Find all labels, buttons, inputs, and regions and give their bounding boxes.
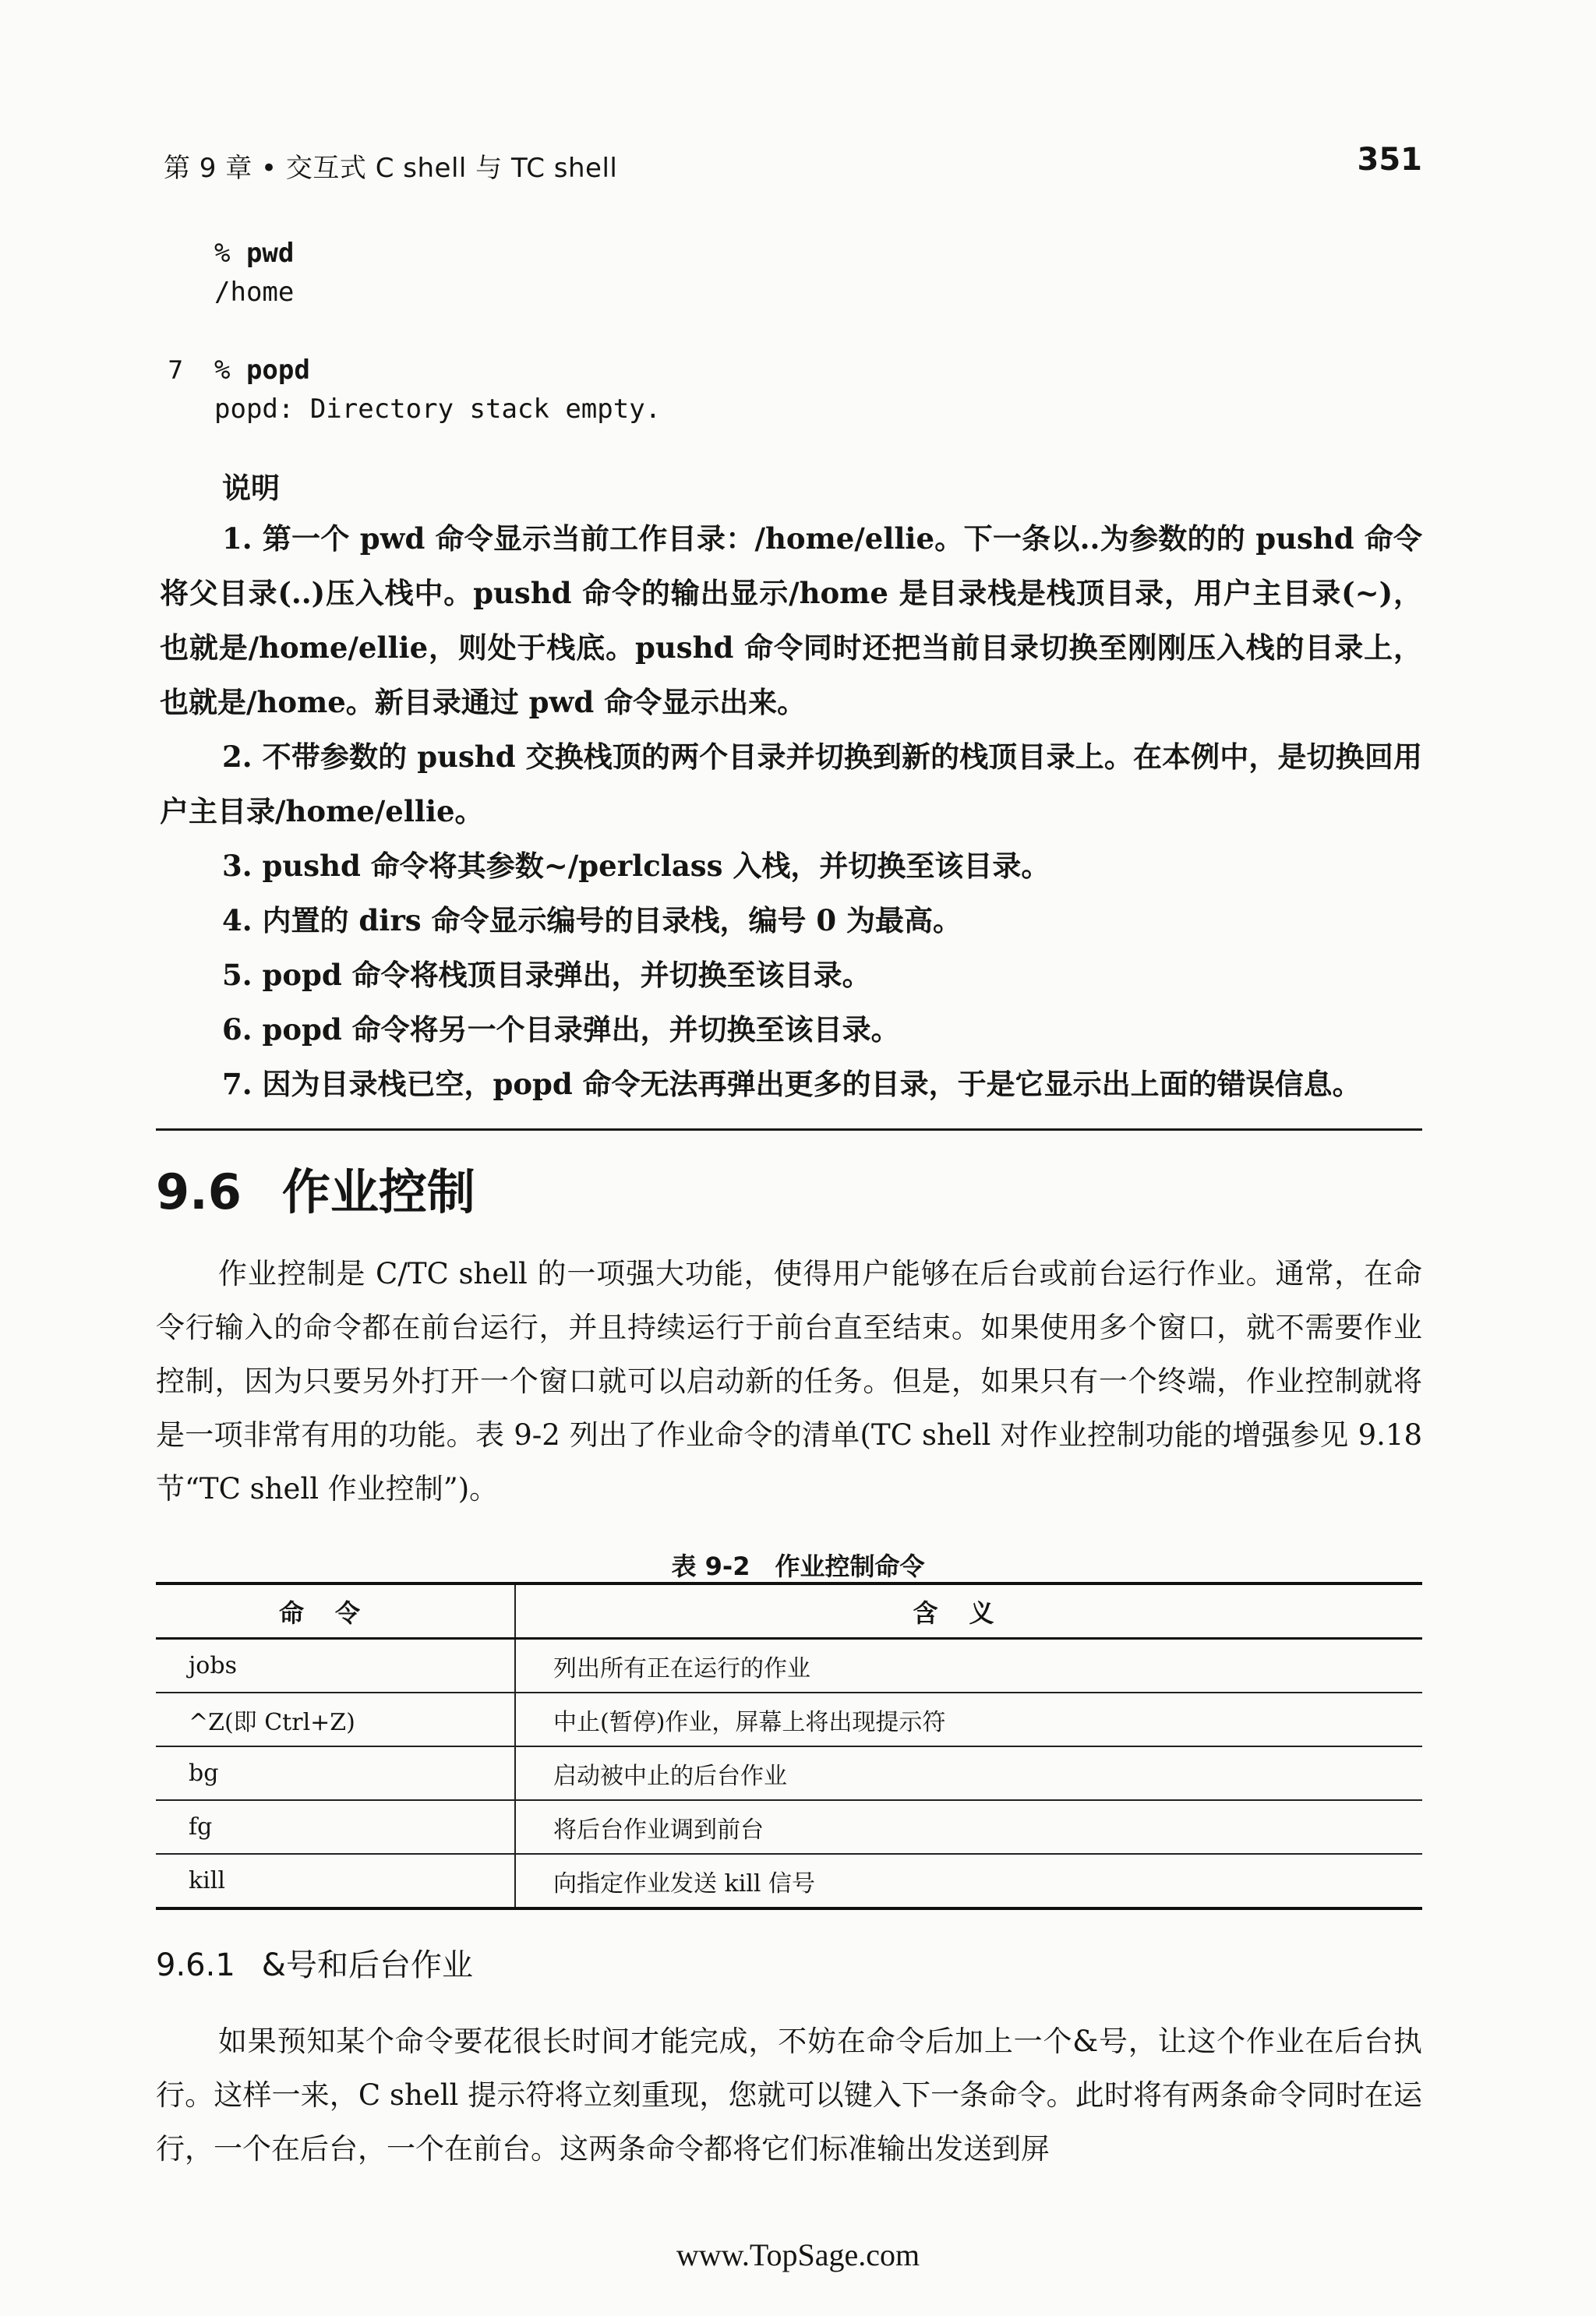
- table-cell: 中止(暂停)作业，屏幕上将出现提示符: [515, 1693, 1422, 1746]
- paragraph: 作业控制是 C/TC shell 的一项强大功能，使得用户能够在后台或前台运行作业。通常，在命令行输入的命令都在前台运行，并且持续运行于前台直至结束。如果使用多个窗口，就不需要作业控制，因为只要另外打开一个窗口就可以启动新的任务。但是，如果只有一个终端，作业控制就将是一项非常有用的功能。表 9-2 列出了作业命令的清单(TC shell 对作业控制功能的增强参见 9.18 节“TC shell 作业控制”)。: [156, 1257, 1422, 1506]
- table-cell: kill: [156, 1854, 515, 1908]
- section-title: 作业控制: [281, 1163, 475, 1220]
- table-caption: 表 9-2 作业控制命令: [671, 1552, 925, 1581]
- subsection-number: 9.6.1: [156, 1947, 235, 1983]
- prompt: %: [214, 355, 246, 386]
- column-header: 命令: [156, 1583, 515, 1639]
- page-number: 351: [1357, 142, 1422, 178]
- table-row: [156, 1800, 1422, 1854]
- note-item: 6. popd 命令将另一个目录弹出，并切换至该目录。: [222, 1012, 900, 1047]
- footer-url: www.TopSage.com: [676, 2237, 920, 2272]
- code-line: [214, 234, 661, 273]
- code-output: /home: [214, 277, 295, 308]
- command: popd: [245, 355, 310, 386]
- code-line: [168, 351, 661, 390]
- notes-heading: 说明: [222, 471, 280, 505]
- code-output: popd: Directory stack empty.: [214, 394, 662, 425]
- table-row: [156, 1854, 1422, 1908]
- running-header: [156, 142, 1422, 185]
- explanation-notes: [160, 466, 1422, 1111]
- note-item: 7. 因为目录栈已空，popd 命令无法再弹出更多的目录，于是它显示出上面的错误信息。: [222, 1067, 1361, 1101]
- subsection-body: [156, 2014, 1422, 2176]
- table-cell: 将后台作业调到前台: [515, 1800, 1422, 1854]
- subsection-heading: [156, 1940, 473, 1985]
- note-item: 4. 内置的 dirs 命令显示编号的目录栈，编号 0 为最高。: [222, 903, 962, 937]
- column-header: 含义: [515, 1583, 1422, 1639]
- table-cell: jobs: [156, 1639, 515, 1693]
- section-body: [156, 1247, 1422, 1516]
- table-cell: fg: [156, 1800, 515, 1854]
- job-control-table: [156, 1582, 1422, 1910]
- line-number: 7: [168, 355, 184, 385]
- section-divider: [156, 1128, 1422, 1131]
- table-cell: 向指定作业发送 kill 信号: [515, 1854, 1422, 1908]
- table-header-row: [156, 1583, 1422, 1639]
- table-cell: ^Z(即 Ctrl+Z): [156, 1693, 515, 1746]
- command: pwd: [245, 238, 295, 269]
- section-heading: [156, 1153, 475, 1223]
- paragraph: 如果预知某个命令要花很长时间才能完成，不妨在命令后加上一个&号，让这个作业在后台执行。这样一来，C shell 提示符将立刻重现，您就可以键入下一条命令。此时将有两条命令同时在运行，一个在后台，一个在前台。这两条命令都将它们标准输出发送到屏: [156, 2025, 1422, 2166]
- prompt: %: [214, 238, 246, 269]
- note-item: 1. 第一个 pwd 命令显示当前工作目录：/home/ellie。下一条以..为参数的的 pushd 命令将父目录(..)压入栈中。pushd 命令的输出显示/home 是目录栈是栈顶目录，用户主目录(~)，也就是/home/ellie，则处于栈底。pushd 命令同时还把当前目录切换至刚刚压入栈的目录上，也就是/home。新目录通过 pwd 命令显示出来。: [160, 521, 1422, 719]
- subsection-title: &号和后台作业: [261, 1947, 473, 1983]
- code-listing: [168, 234, 662, 429]
- table-cell: bg: [156, 1746, 515, 1800]
- table-cell: 列出所有正在运行的作业: [515, 1639, 1422, 1693]
- section-number: 9.6: [156, 1163, 242, 1220]
- chapter-title: 第 9 章 • 交互式 C shell 与 TC shell: [164, 153, 618, 184]
- table-row: [156, 1693, 1422, 1746]
- note-item: 5. popd 命令将栈顶目录弹出，并切换至该目录。: [222, 958, 871, 992]
- table-row: [156, 1639, 1422, 1693]
- note-item: 2. 不带参数的 pushd 交换栈顶的两个目录并切换到新的栈顶目录上。在本例中，是切换回用户主目录/home/ellie。: [160, 740, 1422, 828]
- table-row: [156, 1746, 1422, 1800]
- note-item: 3. pushd 命令将其参数~/perlclass 入栈，并切换至该目录。: [222, 849, 1050, 883]
- table-cell: 启动被中止的后台作业: [515, 1746, 1422, 1800]
